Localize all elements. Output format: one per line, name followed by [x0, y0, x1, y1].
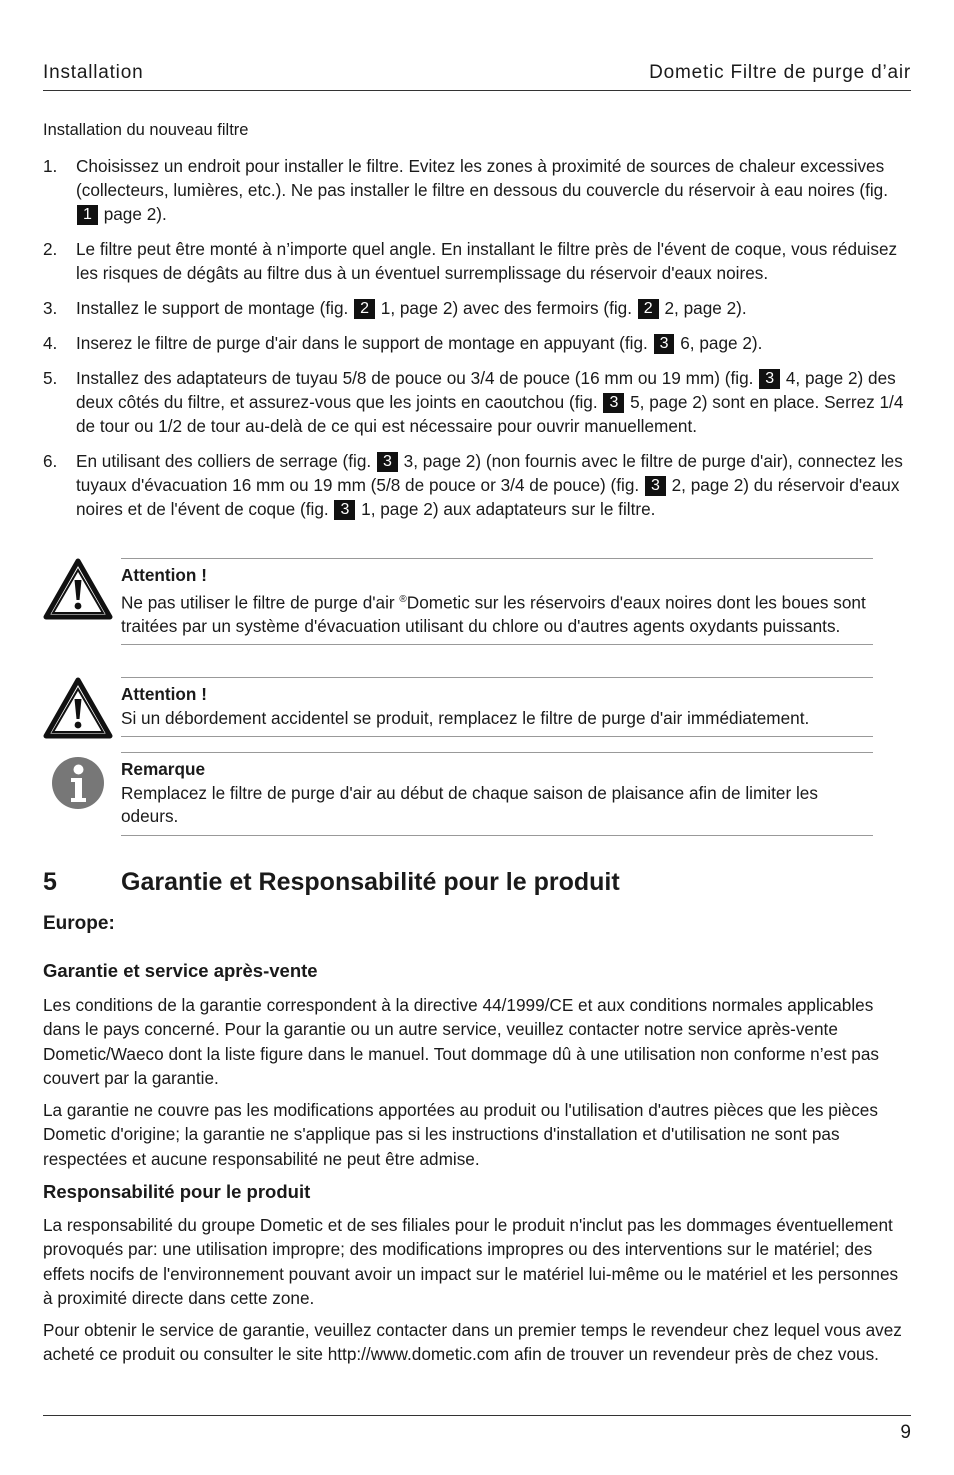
footer-divider — [43, 1415, 911, 1416]
figure-badge: 3 — [759, 369, 780, 389]
warning-body — [121, 558, 873, 645]
warning-text: Ne pas utiliser le filtre de purge d'air ®Dometic sur les réservoirs d'eaux noires dont les boues sont traitées par un système d'évacuation utilisant du chlore ou d'autres agents oxydants puissants. — [121, 592, 866, 636]
warning-triangle-icon — [43, 677, 113, 739]
liability-heading: Responsabilité pour le produit — [43, 1181, 311, 1202]
figure-badge: 2 — [354, 299, 375, 319]
warning-title: Attention ! — [121, 565, 207, 585]
list-item: 5. Installez des adaptateurs de tuyau 5/8 de pouce ou 3/4 de pouce (16 mm ou 19 mm) (fig. 3 4, page 2) des deux côtés du filtre, et assurez-vous que les joints en caoutchou (fig. 3 5, page 2) sont en place. Serrez 1/4 de tour ou 1/2 de tour au-delà de ce qui est nécessaire pour ouvrir manuellement. — [43, 367, 904, 437]
section-title: Garantie et Responsabilité pour le produit — [121, 868, 620, 896]
liability-paragraph-2: Pour obtenir le service de garantie, veuillez contacter dans un premier temps le revendeur chez lequel vous avez acheté ce produit ou consulter le site http://www.dometic.com afin de trouver un revendeur près de chez vous. — [43, 1320, 902, 1365]
info-icon — [51, 756, 105, 810]
warning-text: Si un débordement accidentel se produit, remplacez le filtre de purge d'air immédiatement. — [121, 707, 810, 728]
page-header — [43, 60, 911, 91]
warning-title: Attention ! — [121, 684, 207, 704]
warning-triangle-icon — [43, 558, 113, 620]
section-number: 5 — [43, 868, 57, 896]
list-item: 3. Installez le support de montage (fig. 2 1, page 2) avec des fermoirs (fig. 2 2, page 2). — [43, 296, 911, 320]
figure-badge: 3 — [645, 476, 666, 496]
step-number: 1. — [43, 156, 58, 176]
info-text: Remplacez le filtre de purge d'air au début de chaque saison de plaisance afin de limiter les odeurs. — [121, 782, 818, 826]
warranty-heading: Garantie et service après-vente — [43, 960, 318, 981]
info-body — [121, 752, 873, 836]
info-title: Remarque — [121, 759, 206, 779]
warning-body — [121, 677, 873, 737]
figure-badge: 1 — [77, 205, 98, 225]
list-item: 1. Choisissez un endroit pour installer le filtre. Evitez les zones à proximité de sources de chaleur excessives (collecteurs, lumières, etc.). Ne pas installer le filtre en dessous du couvercle du réservoir à eau noires (fig. 1 page 2). — [43, 156, 888, 225]
header-section: Installation — [43, 62, 144, 83]
step-number: 3. — [43, 298, 58, 319]
list-item: 2. Le filtre peut être monté à n’importe quel angle. En installant le filtre près de l'évent de coque, vous réduisez les risques de dégâts au filtre dus à un éventuel surremplissage du réservoir d'eaux noires. — [43, 239, 898, 284]
installation-steps — [43, 154, 911, 532]
page-number: 9 — [900, 1422, 911, 1443]
step-number: 5. — [43, 367, 58, 388]
figure-badge: 3 — [603, 393, 624, 413]
step-number: 2. — [43, 239, 58, 260]
step-number: 4. — [43, 333, 58, 353]
installation-subheading: Installation du nouveau filtre — [43, 121, 249, 139]
list-item: 6. En utilisant des colliers de serrage (fig. 3 3, page 2) (non fournis avec le filtre de purge d'air), connectez les tuyaux d'évacuation 16 mm ou 19 mm (5/8 de pouce or 3/4 de pouce) (fig. 3 2, page 2) du réservoir d'eaux noires et de l'évent de coque (fig. 3 1, page 2) aux adaptateurs sur le filtre. — [43, 451, 903, 520]
figure-badge: 3 — [654, 334, 675, 354]
figure-badge: 3 — [377, 452, 398, 472]
warranty-paragraph-2: La garantie ne couvre pas les modifications apportées au produit ou l'utilisation d'autres pièces que les pièces Dometic d'origine; la garantie ne s'applique pas si les instructions d'installation et d'utilisation ne sont pas respectées et aucune responsabilité ne peut être admise. — [43, 1100, 878, 1169]
region-heading: Europe: — [43, 913, 115, 934]
figure-badge: 3 — [334, 500, 355, 520]
warranty-paragraph-1: Les conditions de la garantie correspondent à la directive 44/1999/CE et aux conditions normales applicables dans le pays concerné. Pour la garantie ou un autre service, veuillez contacter notre service après-vente Dometic/Waeco dont la liste figure dans le manuel. Tout dommage dû à une utilisation non conforme n’est pas couvert par la garantie. — [43, 995, 879, 1088]
liability-paragraph-1: La responsabilité du groupe Dometic et de ses filiales pour le produit n'inclut pas les dommages éventuellement provoqués par: une utilisation impropre; des modifications impropres ou des interventions sur le matériel; des effets nocifs de l'environnement pouvant avoir un impact sur le matériel lui-même ou le matériel et les personnes à proximité directe dans cette zone. — [43, 1215, 899, 1308]
figure-badge: 2 — [638, 299, 659, 319]
list-item: 4. Inserez le filtre de purge d'air dans le support de montage en appuyant (fig. 3 6, page 2). — [43, 331, 911, 355]
step-number: 6. — [43, 451, 58, 471]
header-doc-title: Dometic Filtre de purge d’air — [649, 62, 911, 83]
